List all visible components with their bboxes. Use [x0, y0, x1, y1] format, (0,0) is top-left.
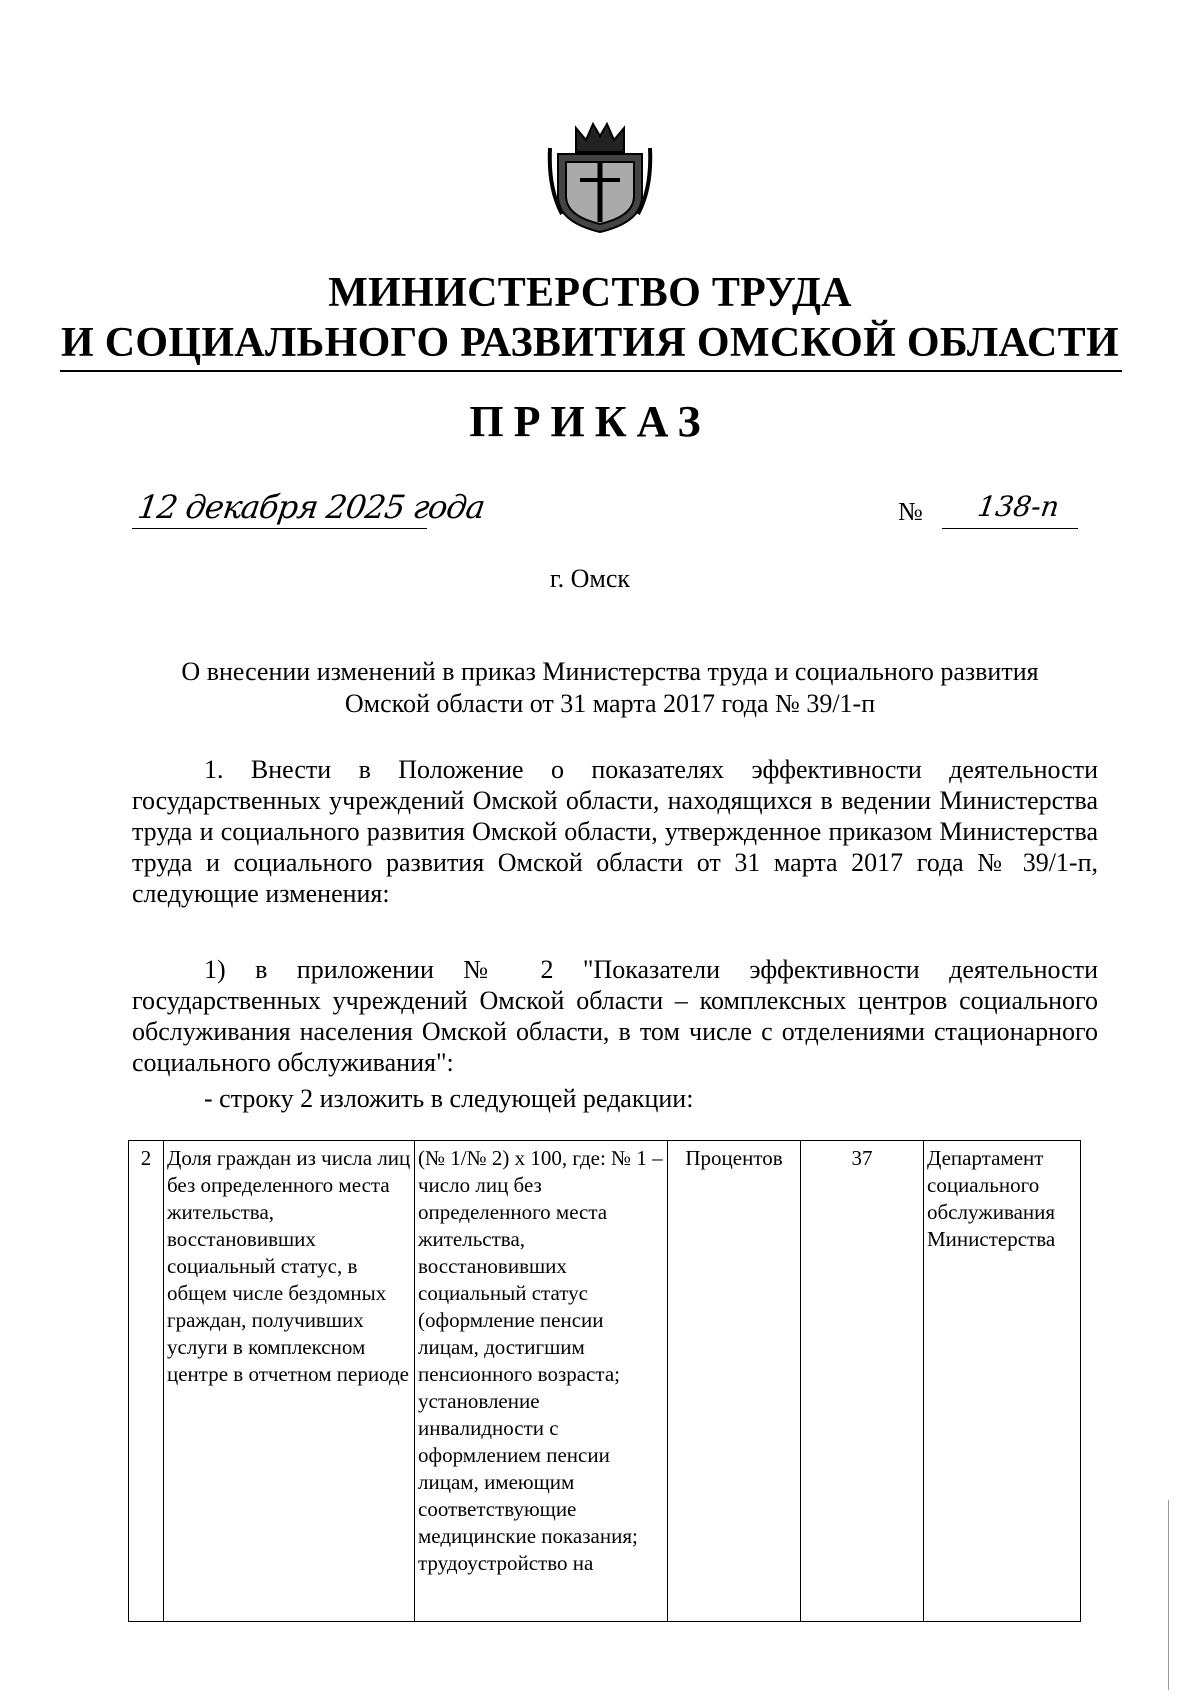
document-type: ПРИКАЗ	[469, 397, 711, 446]
order-date: 12 декабря 2025 года	[135, 488, 487, 526]
number-label: №	[898, 497, 923, 526]
scan-edge-line	[1168, 1500, 1169, 1690]
order-subject	[140, 656, 1080, 720]
indicator-table	[128, 1140, 1081, 1622]
paragraph-2: 1) в приложении № 2 "Показатели эффективности деятельности государственных учреждений Омской области – комплексных центров социального обслуживания населения Омской области, в том числе с отделениями стационарного социального обслуживания":	[132, 955, 1098, 1077]
coat-of-arms-icon	[546, 118, 654, 236]
order-number: 138-п	[975, 490, 1062, 523]
ministry-title-line2: И СОЦИАЛЬНОГО РАЗВИТИЯ ОМСКОЙ ОБЛАСТИ	[61, 320, 1119, 366]
date-underline	[132, 528, 427, 529]
subject-line2: Омской области от 31 марта 2017 года № 39/1-п	[344, 689, 876, 718]
paragraph-1: 1. Внести в Положение о показателях эффективности деятельности государственных учреждений Омской области, находящихся в ведении Министерства труда и социального развития Омской области, утвержденное приказом Министерства труда и социального развития Омской области от 31 марта 2017 года № 39/1-п, следующие изменения:	[132, 755, 1098, 908]
ministry-title-line1: МИНИСТЕРСТВО ТРУДА	[328, 270, 852, 316]
city: г. Омск	[549, 564, 631, 593]
table-row	[129, 1141, 1081, 1622]
cell-unit: Процентов	[668, 1141, 801, 1622]
number-underline	[942, 528, 1078, 529]
cell-formula: (№ 1/№ 2) х 100, где: № 1 – число лиц без определенного места жительства, восстановивших социальный статус (оформление пенсии лицам, достигшим пенсионного возраста; установление инвалидности с оформлением пенсии лицам, имеющим соответствующие медицинские показания; трудоустройство на	[415, 1141, 668, 1622]
header-divider	[60, 370, 1122, 372]
subject-line1: О внесении изменений в приказ Министерства труда и социального развития	[181, 657, 1039, 686]
cell-number: 2	[129, 1141, 164, 1622]
cell-indicator: Доля граждан из числа лиц без определенного места жительства, восстановивших социальный статус, в общем числе бездомных граждан, получивших услуги в комплексном центре в отчетном периоде	[164, 1141, 415, 1622]
cell-value: 37	[801, 1141, 924, 1622]
paragraph-3: - строку 2 изложить в следующей редакции:	[204, 1084, 694, 1113]
cell-responsible: Департамент социального обслуживания Министерства	[924, 1141, 1081, 1622]
